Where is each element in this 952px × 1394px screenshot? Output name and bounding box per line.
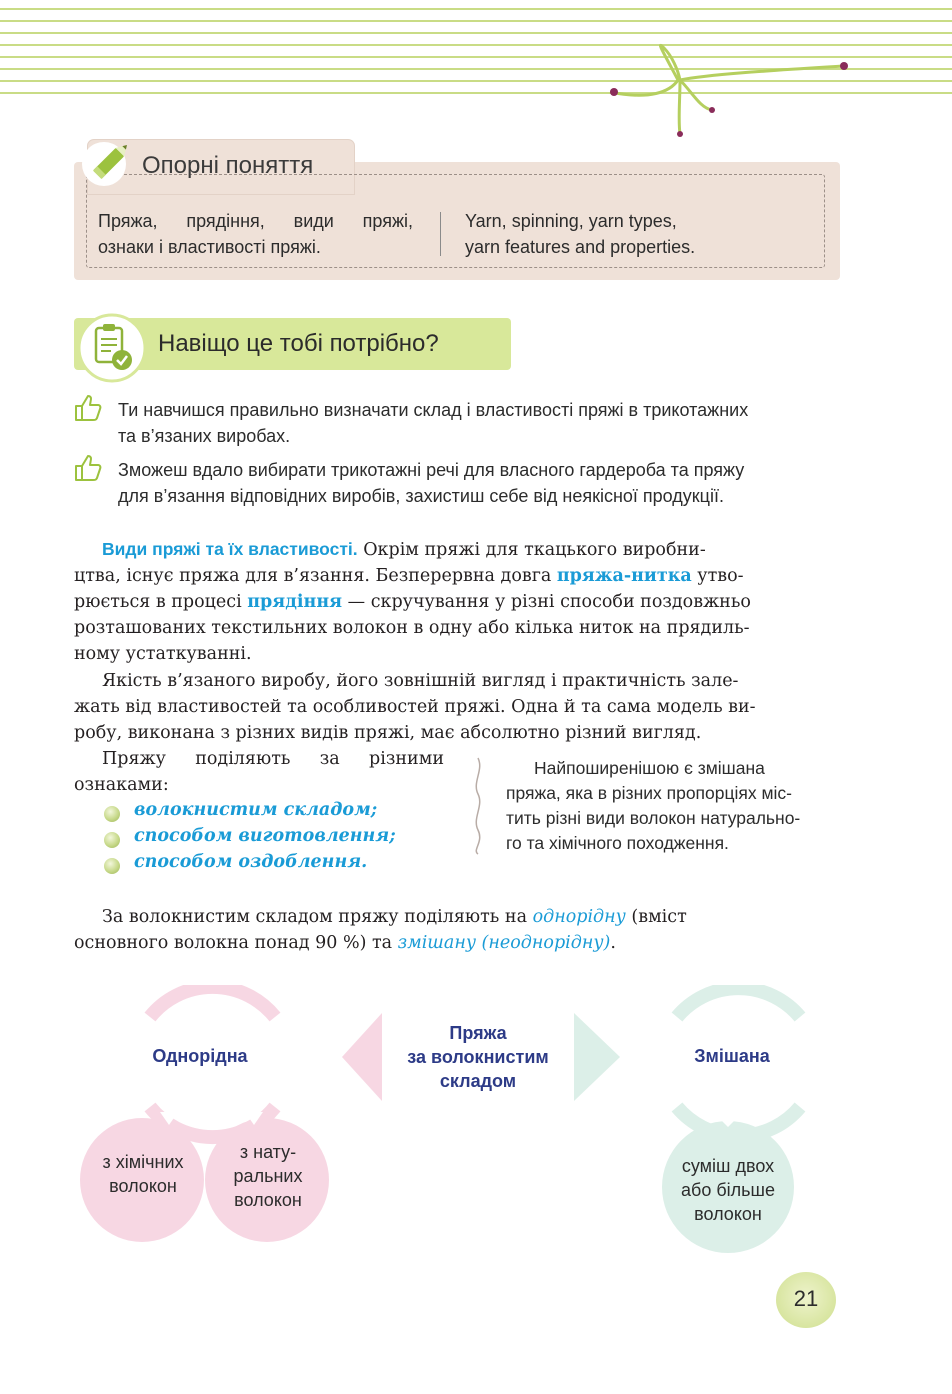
left-circle-chemical-text [78,1150,208,1198]
why-needed-line: Зможеш вдало вибирати трикотажні речі для власного гардероба та пряжу [118,460,745,480]
diagram-center-line: Пряжа [449,1023,507,1043]
diagram-center-line: складом [439,1071,517,1091]
circle-text-line: волокон [109,1176,177,1196]
diagram-right-label: Змішана [694,1046,770,1066]
term-mixed: змішану (неоднорідну) [397,933,611,953]
key-concepts-divider [440,212,441,256]
text-span: Окрім пряжі для ткацького виробни- [357,540,706,560]
thumbs-up-icon [72,392,104,424]
text-line: жать від властивостей та особливостей пряжі. Одна й та сама модель ви- [74,697,756,717]
text-line [74,563,840,589]
list-bullet-icon [104,858,120,874]
checklist-icon [76,312,148,384]
left-arrow [342,1013,382,1101]
left-circle-natural-text [203,1140,333,1212]
thumbs-up-icon [72,452,104,484]
text-span: — скручування у різні способи поздовжньо [342,592,751,612]
circle-text-line: волокон [234,1190,302,1210]
left-ring-top-arc [150,987,275,1017]
text-span: цтва, існує пряжа для в’язання. Безперервна довга [74,566,557,586]
right-circle-mix-text [658,1154,798,1226]
text-line: ознаками: [74,775,169,795]
why-needed-title: Навіщо це тобі потрібно? [158,330,439,357]
why-needed-line: для в’язання відповідних виробів, захистиш себе від неякісної продукції. [118,486,724,506]
circle-text-line: з нату- [239,1142,297,1162]
text-span: рюється в процесі [74,592,248,612]
text-line: Найпоширенішою є змішана [534,758,765,778]
text-line: робу, виконана з різних видів пряжі, має абсолютно різний вигляд. [74,723,702,743]
text-line: ному устаткуванні. [74,644,252,664]
circle-text-line: ральних [233,1166,303,1186]
text-line: пряжа, яка в різних пропорціях міс- [506,783,792,803]
text-line: тить різні види волокон натурально- [506,808,801,828]
why-needed-item [118,397,848,449]
text-line [74,904,840,930]
wavy-separator [470,756,490,856]
key-concepts-uk-line: Пряжа, прядіння, види пряжі, [98,211,413,231]
term-spinning: прядіння [247,592,343,612]
text-line [74,536,840,563]
list-bullet-icon [104,832,120,848]
paragraph-quality [74,668,840,746]
paragraph-yarn-types [74,536,840,667]
term-homogeneous: однорідну [532,907,626,927]
key-concepts-ukrainian [98,208,413,260]
key-concepts-title: Опорні поняття [142,152,314,179]
text-span: (вміст [625,907,687,927]
key-concepts-english [465,208,815,260]
side-note [506,756,840,856]
text-span: . [610,933,616,953]
text-span: утво- [691,566,744,586]
list-bullet-icon [104,806,120,822]
list-item: способом оздоблення. [134,852,368,872]
diagram-left-label: Однорідна [152,1046,248,1066]
pencil-icon [80,132,140,192]
list-item: способом виготовлення; [134,826,396,846]
text-line: Пряжу поділяють за різними [102,749,444,769]
right-ring-top-arc [677,988,800,1017]
paragraph-classification [74,746,444,798]
circle-text-line: або більше [681,1180,775,1200]
text-span: основного волокна понад 90 %) та [74,933,398,953]
right-arrow [574,1013,620,1101]
term-yarn-thread: пряжа-нитка [556,566,692,586]
why-needed-item [118,457,848,509]
text-line: го та хімічного походження. [506,833,729,853]
key-concepts-en-line: yarn features and properties. [465,237,696,257]
key-concepts-uk-line: ознаки і властивості пряжі. [98,237,321,257]
list-item: волокнистим складом; [134,800,378,820]
circle-text-line: волокон [694,1204,762,1224]
thread-bow-decoration [600,30,860,150]
circle-text-line: суміш двох [681,1156,775,1176]
diagram-center-line: за волокнистим [407,1047,549,1067]
section-heading: Види пряжі та їх властивості. [102,539,358,559]
circle-text-line: з хімічних [102,1152,184,1172]
text-span: За волокнистим складом пряжу поділяють на [102,907,533,927]
diagram-center-label [380,1021,576,1093]
why-needed-line: Ти навчишся правильно визначати склад і властивості пряжі в трикотажних [118,400,749,420]
text-line: розташованих текстильних волокон в одну або кілька ниток на прядиль- [74,618,750,638]
paragraph-fiber-composition [74,904,840,956]
why-needed-line: та в’язаних виробах. [118,426,291,446]
page-number: 21 [793,1286,819,1311]
text-line [74,589,840,615]
text-line [74,930,840,956]
key-concepts-en-line: Yarn, spinning, yarn types, [465,211,677,231]
text-line: Якість в’язаного виробу, його зовнішній вигляд і практичність зале- [102,671,739,691]
